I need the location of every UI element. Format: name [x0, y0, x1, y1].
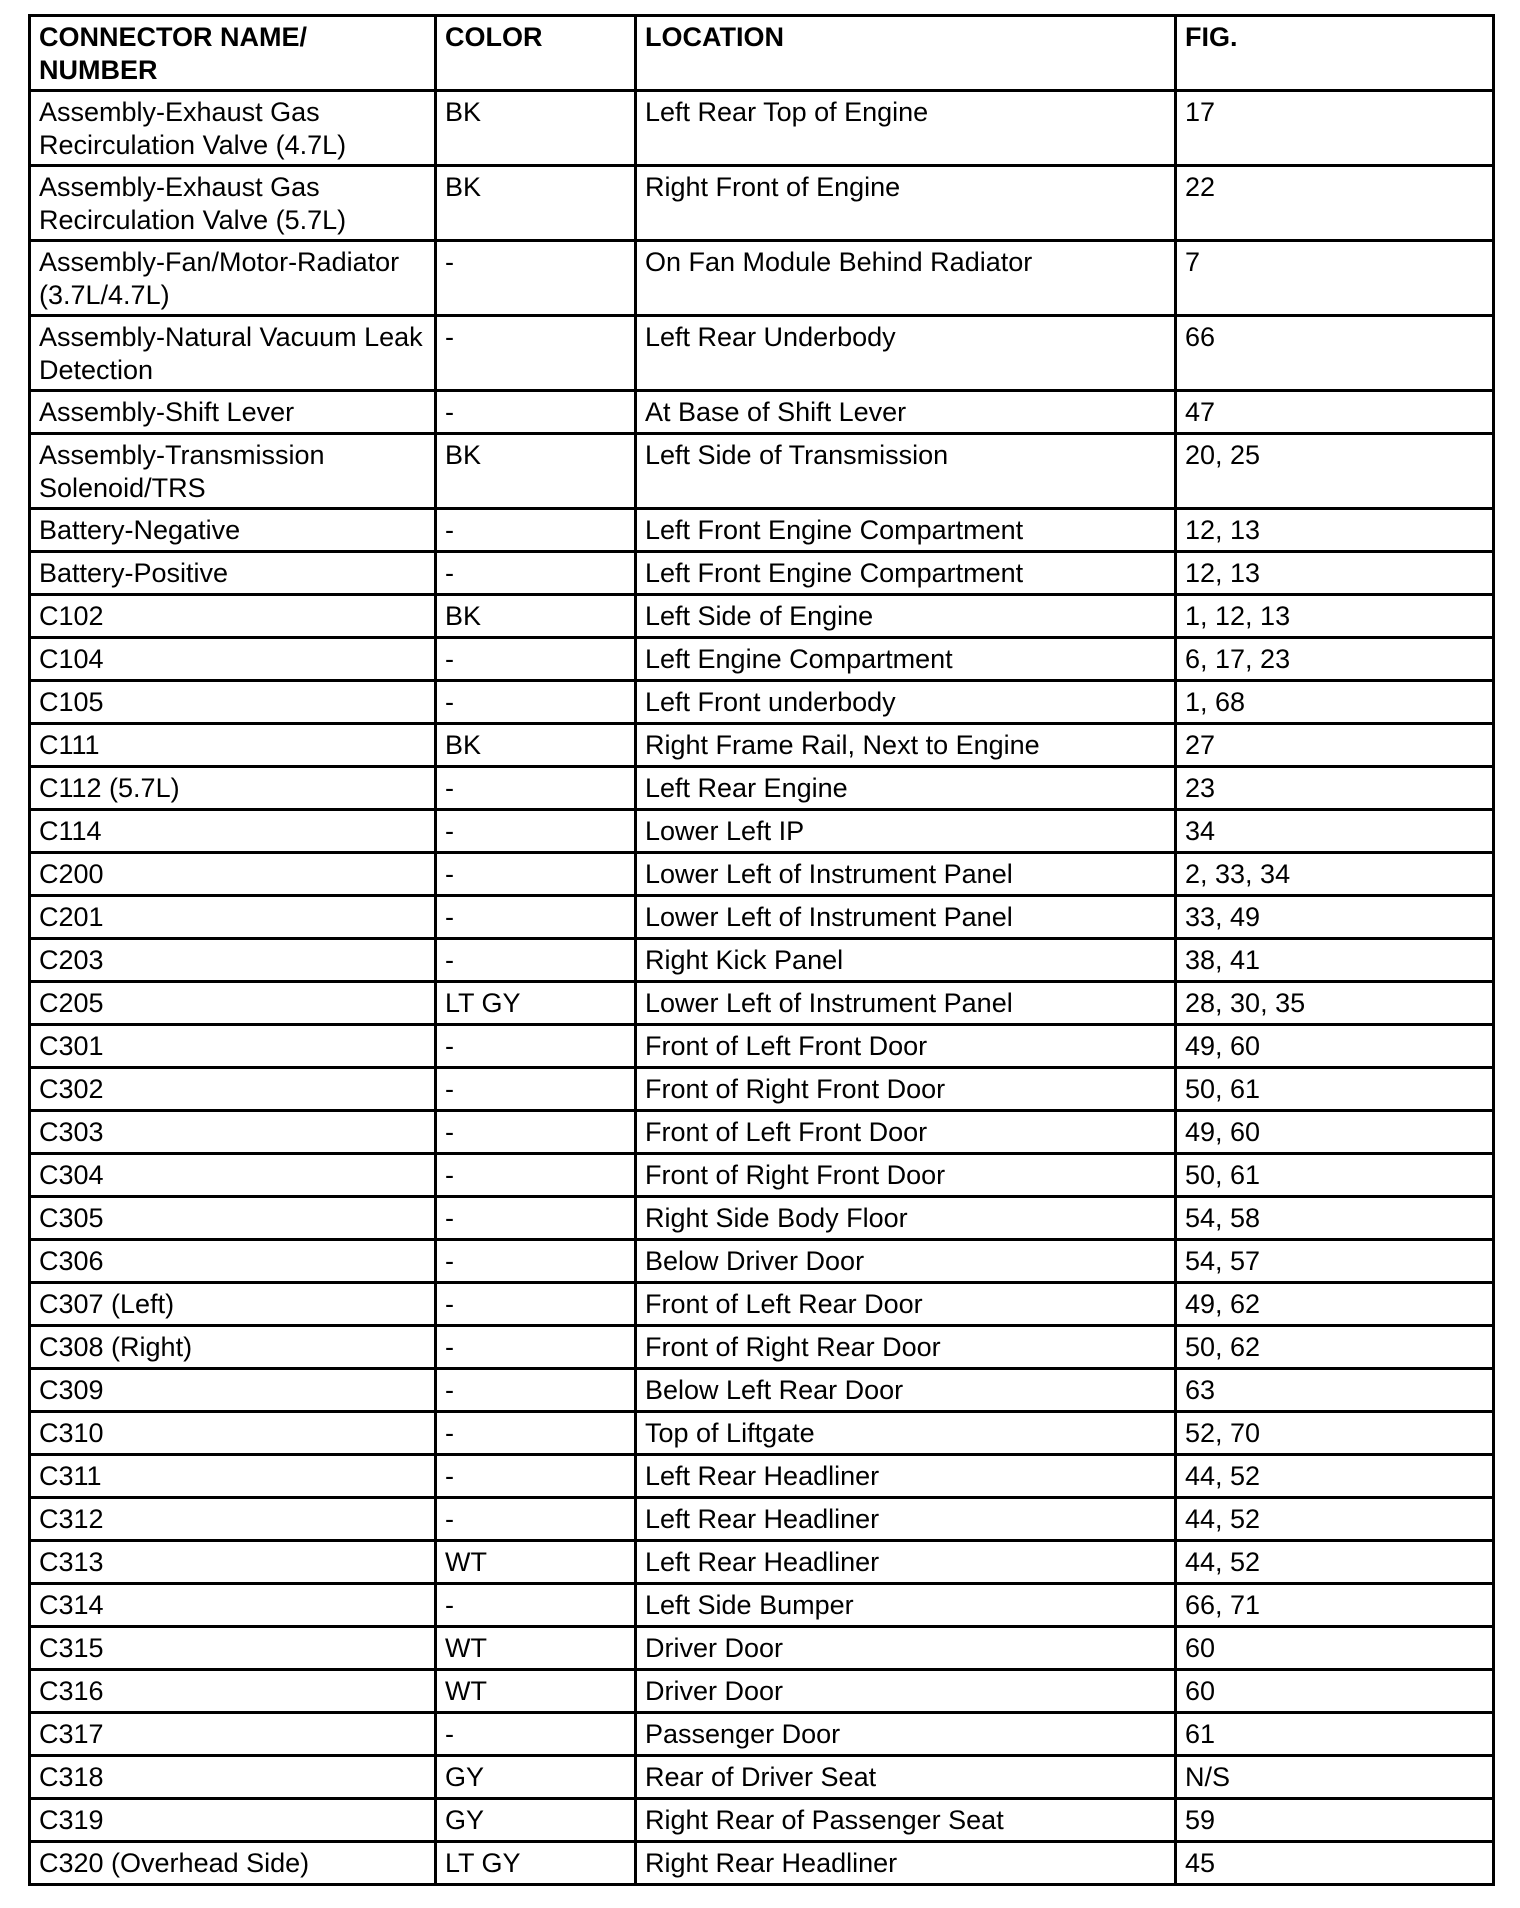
- fig-cell: 23: [1176, 767, 1494, 810]
- header-connector-name-text: CONNECTOR NAME/ NUMBER: [39, 22, 308, 85]
- connector-name-cell: Battery-Positive: [30, 552, 436, 595]
- color-cell: GY: [436, 1799, 636, 1842]
- location-cell: Right Rear of Passenger Seat: [636, 1799, 1176, 1842]
- location-cell: Below Left Rear Door: [636, 1369, 1176, 1412]
- connector-name-cell: C320 (Overhead Side): [30, 1842, 436, 1885]
- header-connector-name: [30, 16, 436, 91]
- color-cell: -: [436, 391, 636, 434]
- table-row: [30, 1627, 1494, 1670]
- table-row: [30, 1584, 1494, 1627]
- color-cell: -: [436, 1154, 636, 1197]
- table-row: [30, 391, 1494, 434]
- color-cell: LT GY: [436, 1842, 636, 1885]
- color-cell: -: [436, 509, 636, 552]
- fig-cell: 49, 60: [1176, 1025, 1494, 1068]
- location-cell: Left Rear Headliner: [636, 1541, 1176, 1584]
- color-cell: BK: [436, 91, 636, 166]
- table-row: [30, 1326, 1494, 1369]
- fig-cell: 28, 30, 35: [1176, 982, 1494, 1025]
- color-cell: -: [436, 896, 636, 939]
- color-cell: WT: [436, 1541, 636, 1584]
- location-cell: Right Rear Headliner: [636, 1842, 1176, 1885]
- connector-name-cell: C302: [30, 1068, 436, 1111]
- connector-name-cell: Battery-Negative: [30, 509, 436, 552]
- table-row: [30, 91, 1494, 166]
- location-cell: Top of Liftgate: [636, 1412, 1176, 1455]
- table-row: [30, 166, 1494, 241]
- fig-cell: 49, 62: [1176, 1283, 1494, 1326]
- color-cell: -: [436, 552, 636, 595]
- color-cell: -: [436, 767, 636, 810]
- location-cell: Front of Left Front Door: [636, 1111, 1176, 1154]
- connector-name-cell: C203: [30, 939, 436, 982]
- table-row: [30, 1455, 1494, 1498]
- connector-name-cell: C314: [30, 1584, 436, 1627]
- location-cell: Right Front of Engine: [636, 166, 1176, 241]
- fig-cell: 2, 33, 34: [1176, 853, 1494, 896]
- table-row: [30, 552, 1494, 595]
- connector-name-cell: C305: [30, 1197, 436, 1240]
- location-cell: Left Rear Engine: [636, 767, 1176, 810]
- fig-cell: 34: [1176, 810, 1494, 853]
- fig-cell: 12, 13: [1176, 552, 1494, 595]
- connector-name-cell: C304: [30, 1154, 436, 1197]
- location-cell: Passenger Door: [636, 1713, 1176, 1756]
- table-row: [30, 1240, 1494, 1283]
- color-cell: WT: [436, 1670, 636, 1713]
- fig-cell: 63: [1176, 1369, 1494, 1412]
- location-cell: Right Kick Panel: [636, 939, 1176, 982]
- table-row: [30, 1498, 1494, 1541]
- fig-cell: 54, 57: [1176, 1240, 1494, 1283]
- connector-name-cell: C111: [30, 724, 436, 767]
- table-row: [30, 595, 1494, 638]
- connector-name-cell: C112 (5.7L): [30, 767, 436, 810]
- location-cell: Front of Right Front Door: [636, 1154, 1176, 1197]
- location-cell: Left Engine Compartment: [636, 638, 1176, 681]
- color-cell: -: [436, 939, 636, 982]
- fig-cell: 50, 62: [1176, 1326, 1494, 1369]
- location-cell: Left Front Engine Compartment: [636, 509, 1176, 552]
- table-row: [30, 1369, 1494, 1412]
- connector-name-cell: C306: [30, 1240, 436, 1283]
- fig-cell: 7: [1176, 241, 1494, 316]
- table-row: [30, 810, 1494, 853]
- location-cell: Lower Left of Instrument Panel: [636, 896, 1176, 939]
- connector-name-cell: Assembly-Exhaust Gas Recirculation Valve (4.7L): [30, 91, 436, 166]
- table-header-row: [30, 16, 1494, 91]
- fig-cell: 20, 25: [1176, 434, 1494, 509]
- header-fig: [1176, 16, 1494, 91]
- connector-name-cell: C105: [30, 681, 436, 724]
- fig-cell: 60: [1176, 1670, 1494, 1713]
- fig-cell: 54, 58: [1176, 1197, 1494, 1240]
- color-cell: -: [436, 1283, 636, 1326]
- connector-name-cell: C102: [30, 595, 436, 638]
- location-cell: Driver Door: [636, 1627, 1176, 1670]
- table-row: [30, 1111, 1494, 1154]
- connector-name-cell: Assembly-Exhaust Gas Recirculation Valve (5.7L): [30, 166, 436, 241]
- location-cell: Right Side Body Floor: [636, 1197, 1176, 1240]
- connector-name-cell: C313: [30, 1541, 436, 1584]
- fig-cell: 66: [1176, 316, 1494, 391]
- connector-name-cell: C309: [30, 1369, 436, 1412]
- location-cell: Left Front Engine Compartment: [636, 552, 1176, 595]
- color-cell: -: [436, 810, 636, 853]
- color-cell: GY: [436, 1756, 636, 1799]
- location-cell: Lower Left of Instrument Panel: [636, 982, 1176, 1025]
- color-cell: -: [436, 1369, 636, 1412]
- table-row: [30, 767, 1494, 810]
- fig-cell: 44, 52: [1176, 1455, 1494, 1498]
- color-cell: -: [436, 1326, 636, 1369]
- location-cell: Driver Door: [636, 1670, 1176, 1713]
- color-cell: -: [436, 1068, 636, 1111]
- fig-cell: 22: [1176, 166, 1494, 241]
- color-cell: -: [436, 681, 636, 724]
- location-cell: Left Rear Headliner: [636, 1498, 1176, 1541]
- table-row: [30, 982, 1494, 1025]
- fig-cell: 1, 68: [1176, 681, 1494, 724]
- fig-cell: 17: [1176, 91, 1494, 166]
- table-row: [30, 638, 1494, 681]
- location-cell: Right Frame Rail, Next to Engine: [636, 724, 1176, 767]
- location-cell: Left Rear Headliner: [636, 1455, 1176, 1498]
- connector-name-cell: Assembly-Shift Lever: [30, 391, 436, 434]
- fig-cell: 1, 12, 13: [1176, 595, 1494, 638]
- color-cell: -: [436, 1584, 636, 1627]
- color-cell: -: [436, 1455, 636, 1498]
- fig-cell: 61: [1176, 1713, 1494, 1756]
- connector-name-cell: C114: [30, 810, 436, 853]
- header-color-text: COLOR: [445, 22, 543, 52]
- table-row: [30, 853, 1494, 896]
- location-cell: Left Side Bumper: [636, 1584, 1176, 1627]
- color-cell: LT GY: [436, 982, 636, 1025]
- fig-cell: 52, 70: [1176, 1412, 1494, 1455]
- fig-cell: N/S: [1176, 1756, 1494, 1799]
- location-cell: Front of Left Rear Door: [636, 1283, 1176, 1326]
- color-cell: -: [436, 1111, 636, 1154]
- location-cell: Front of Right Rear Door: [636, 1326, 1176, 1369]
- fig-cell: 45: [1176, 1842, 1494, 1885]
- color-cell: -: [436, 1240, 636, 1283]
- color-cell: BK: [436, 595, 636, 638]
- fig-cell: 49, 60: [1176, 1111, 1494, 1154]
- table-row: [30, 896, 1494, 939]
- color-cell: -: [436, 638, 636, 681]
- connector-name-cell: Assembly-Fan/Motor-Radiator (3.7L/4.7L): [30, 241, 436, 316]
- connector-name-cell: C319: [30, 1799, 436, 1842]
- connector-name-cell: C310: [30, 1412, 436, 1455]
- location-cell: Left Side of Engine: [636, 595, 1176, 638]
- location-cell: Lower Left of Instrument Panel: [636, 853, 1176, 896]
- table-row: [30, 1197, 1494, 1240]
- table-row: [30, 1756, 1494, 1799]
- connector-location-table: [28, 14, 1495, 1886]
- table-row: [30, 681, 1494, 724]
- header-location: [636, 16, 1176, 91]
- table-row: [30, 509, 1494, 552]
- location-cell: At Base of Shift Lever: [636, 391, 1176, 434]
- color-cell: -: [436, 1498, 636, 1541]
- table-row: [30, 1541, 1494, 1584]
- connector-name-cell: C315: [30, 1627, 436, 1670]
- table-row: [30, 1842, 1494, 1885]
- location-cell: On Fan Module Behind Radiator: [636, 241, 1176, 316]
- color-cell: -: [436, 853, 636, 896]
- connector-name-cell: C201: [30, 896, 436, 939]
- fig-cell: 50, 61: [1176, 1068, 1494, 1111]
- connector-name-cell: C308 (Right): [30, 1326, 436, 1369]
- connector-name-cell: C316: [30, 1670, 436, 1713]
- fig-cell: 60: [1176, 1627, 1494, 1670]
- fig-cell: 66, 71: [1176, 1584, 1494, 1627]
- table-row: [30, 1154, 1494, 1197]
- fig-cell: 27: [1176, 724, 1494, 767]
- fig-cell: 47: [1176, 391, 1494, 434]
- table-row: [30, 1412, 1494, 1455]
- fig-cell: 59: [1176, 1799, 1494, 1842]
- connector-name-cell: C311: [30, 1455, 436, 1498]
- fig-cell: 50, 61: [1176, 1154, 1494, 1197]
- fig-cell: 6, 17, 23: [1176, 638, 1494, 681]
- color-cell: -: [436, 1412, 636, 1455]
- fig-cell: 44, 52: [1176, 1541, 1494, 1584]
- color-cell: BK: [436, 724, 636, 767]
- connector-name-cell: C104: [30, 638, 436, 681]
- location-cell: Left Rear Underbody: [636, 316, 1176, 391]
- location-cell: Front of Left Front Door: [636, 1025, 1176, 1068]
- location-cell: Below Driver Door: [636, 1240, 1176, 1283]
- connector-name-cell: C303: [30, 1111, 436, 1154]
- table-row: [30, 241, 1494, 316]
- color-cell: -: [436, 1713, 636, 1756]
- location-cell: Rear of Driver Seat: [636, 1756, 1176, 1799]
- color-cell: BK: [436, 166, 636, 241]
- connector-name-cell: C205: [30, 982, 436, 1025]
- fig-cell: 33, 49: [1176, 896, 1494, 939]
- color-cell: -: [436, 1025, 636, 1068]
- table-row: [30, 939, 1494, 982]
- location-cell: Front of Right Front Door: [636, 1068, 1176, 1111]
- color-cell: WT: [436, 1627, 636, 1670]
- connector-name-cell: Assembly-Transmission Solenoid/TRS: [30, 434, 436, 509]
- table-row: [30, 1799, 1494, 1842]
- table-row: [30, 1713, 1494, 1756]
- connector-name-cell: Assembly-Natural Vacuum Leak Detection: [30, 316, 436, 391]
- table-row: [30, 316, 1494, 391]
- location-cell: Lower Left IP: [636, 810, 1176, 853]
- location-cell: Left Rear Top of Engine: [636, 91, 1176, 166]
- fig-cell: 12, 13: [1176, 509, 1494, 552]
- connector-name-cell: C317: [30, 1713, 436, 1756]
- connector-name-cell: C307 (Left): [30, 1283, 436, 1326]
- table-row: [30, 1025, 1494, 1068]
- color-cell: -: [436, 241, 636, 316]
- table-row: [30, 1068, 1494, 1111]
- table-row: [30, 1283, 1494, 1326]
- header-location-text: LOCATION: [645, 22, 784, 52]
- connector-name-cell: C301: [30, 1025, 436, 1068]
- fig-cell: 44, 52: [1176, 1498, 1494, 1541]
- table-row: [30, 434, 1494, 509]
- location-cell: Left Side of Transmission: [636, 434, 1176, 509]
- header-color: [436, 16, 636, 91]
- connector-name-cell: C318: [30, 1756, 436, 1799]
- color-cell: -: [436, 1197, 636, 1240]
- header-fig-text: FIG.: [1185, 22, 1238, 52]
- connector-name-cell: C312: [30, 1498, 436, 1541]
- fig-cell: 38, 41: [1176, 939, 1494, 982]
- location-cell: Left Front underbody: [636, 681, 1176, 724]
- table-row: [30, 724, 1494, 767]
- color-cell: -: [436, 316, 636, 391]
- color-cell: BK: [436, 434, 636, 509]
- connector-name-cell: C200: [30, 853, 436, 896]
- table-row: [30, 1670, 1494, 1713]
